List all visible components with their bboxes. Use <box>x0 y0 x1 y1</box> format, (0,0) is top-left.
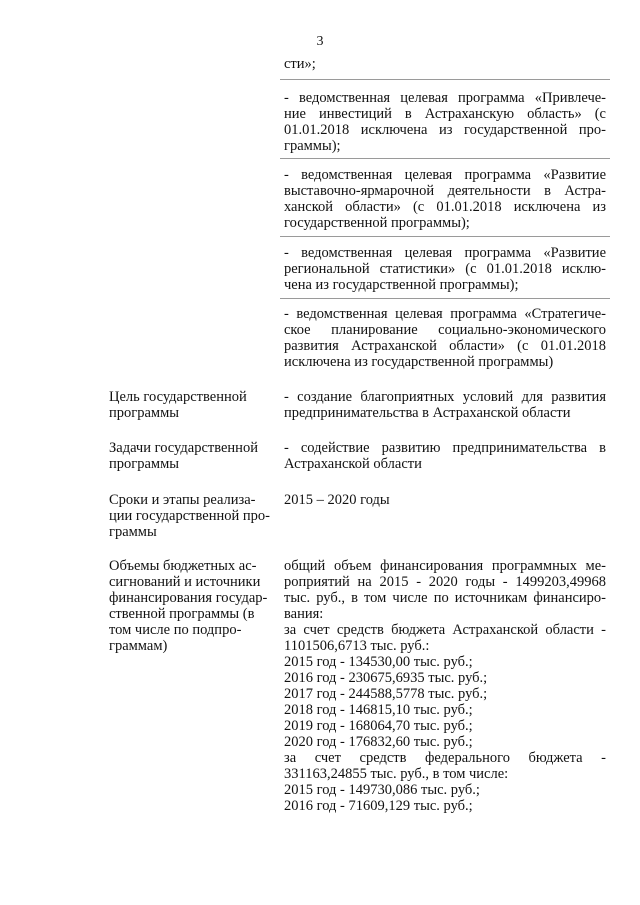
text-line: ханской области» (с 01.01.2018 исключена из <box>284 199 606 215</box>
text-line: государственной программы); <box>284 215 470 231</box>
text-line: развития Астраханской области» (с 01.01.2018 <box>284 338 606 354</box>
text-line: исключена из государственной программы) <box>284 354 554 370</box>
text-line: - ведомственная целевая программа «Привлече- <box>284 90 606 106</box>
regional-year-line: 2018 год - 146815,10 тыс. руб.; <box>284 702 473 718</box>
intro-text: сти»; <box>284 56 316 72</box>
text-line: чена из государственной программы); <box>284 277 519 293</box>
funding-label <box>109 558 277 654</box>
text-line: - ведомственная целевая программа «Развитие <box>284 245 606 261</box>
text-line: - содействие развитию предпринимательства в <box>284 440 606 456</box>
text-line: ние инвестиций в Астраханскую область» (с <box>284 106 606 122</box>
subprogram-item <box>284 245 606 293</box>
goal-value <box>284 389 606 421</box>
text-line: 331163,24855 тыс. руб., в том числе: <box>284 766 509 782</box>
text-line: сигнований и источники <box>109 574 261 590</box>
timing-label <box>109 492 277 540</box>
regional-year-line: 2017 год - 244588,5778 тыс. руб.; <box>284 686 488 702</box>
timing-value <box>284 492 606 508</box>
divider <box>280 79 610 80</box>
text-line: 01.01.2018 исключена из государственной про- <box>284 122 606 138</box>
text-line: выставочно-ярмарочной деятельности в Астра- <box>284 183 606 199</box>
regional-year-line: 2019 год - 168064,70 тыс. руб.; <box>284 718 473 734</box>
text-line: граммам) <box>109 638 168 654</box>
divider <box>280 298 610 299</box>
text-line: финансирования государ- <box>109 590 268 606</box>
text-line: региональной статистики» (с 01.01.2018 исклю- <box>284 261 606 277</box>
divider <box>280 236 610 237</box>
text-line: программы <box>109 456 179 472</box>
text-line: том числе по подпро- <box>109 622 242 638</box>
text-line: Объемы бюджетных ас- <box>109 558 257 574</box>
tasks-value <box>284 440 606 472</box>
regional-year-line: 2016 год - 230675,6935 тыс. руб.; <box>284 670 488 686</box>
divider <box>280 158 610 159</box>
federal-year-line: 2016 год - 71609,129 тыс. руб.; <box>284 798 473 814</box>
funding-value <box>284 558 606 814</box>
page-number: 3 <box>316 34 324 49</box>
tasks-label <box>109 440 277 472</box>
text-line: за счет средств федерального бюджета - <box>284 750 606 766</box>
text-line: 1101506,6713 тыс. руб.: <box>284 638 430 654</box>
text-line: - ведомственная целевая программа «Развитие <box>284 167 606 183</box>
text-line: Сроки и этапы реализа- <box>109 492 256 508</box>
text-line: за счет средств бюджета Астраханской области - <box>284 622 606 638</box>
text-line: Задачи государственной <box>109 440 258 456</box>
regional-year-line: 2020 год - 176832,60 тыс. руб.; <box>284 734 473 750</box>
federal-year-line: 2015 год - 149730,086 тыс. руб.; <box>284 782 480 798</box>
subprogram-item <box>284 306 606 370</box>
text-line: роприятий на 2015 - 2020 годы - 1499203,49968 <box>284 574 606 590</box>
intro-fragment <box>284 56 606 72</box>
text-line: программы <box>109 405 179 421</box>
text-line: общий объем финансирования программных ме- <box>284 558 606 574</box>
subprogram-item <box>284 90 606 154</box>
text-line: ское планирование социально-экономического <box>284 322 606 338</box>
text-line: - ведомственная целевая программа «Стратегиче- <box>284 306 606 322</box>
text-line: граммы <box>109 524 157 540</box>
text-line: граммы); <box>284 138 341 154</box>
text-line: Астраханской области <box>284 456 422 472</box>
text-line: тыс. руб., в том числе по источникам финансиро- <box>284 590 606 606</box>
goal-label <box>109 389 277 421</box>
text-line: вания: <box>284 606 324 622</box>
text-line: Цель государственной <box>109 389 247 405</box>
text-line: предпринимательства в Астраханской области <box>284 405 571 421</box>
text-line: ции государственной про- <box>109 508 270 524</box>
text-line: - создание благоприятных условий для развития <box>284 389 606 405</box>
subprogram-item <box>284 167 606 231</box>
text-line: ственной программы (в <box>109 606 255 622</box>
text-line: 2015 – 2020 годы <box>284 492 390 508</box>
regional-year-line: 2015 год - 134530,00 тыс. руб.; <box>284 654 473 670</box>
